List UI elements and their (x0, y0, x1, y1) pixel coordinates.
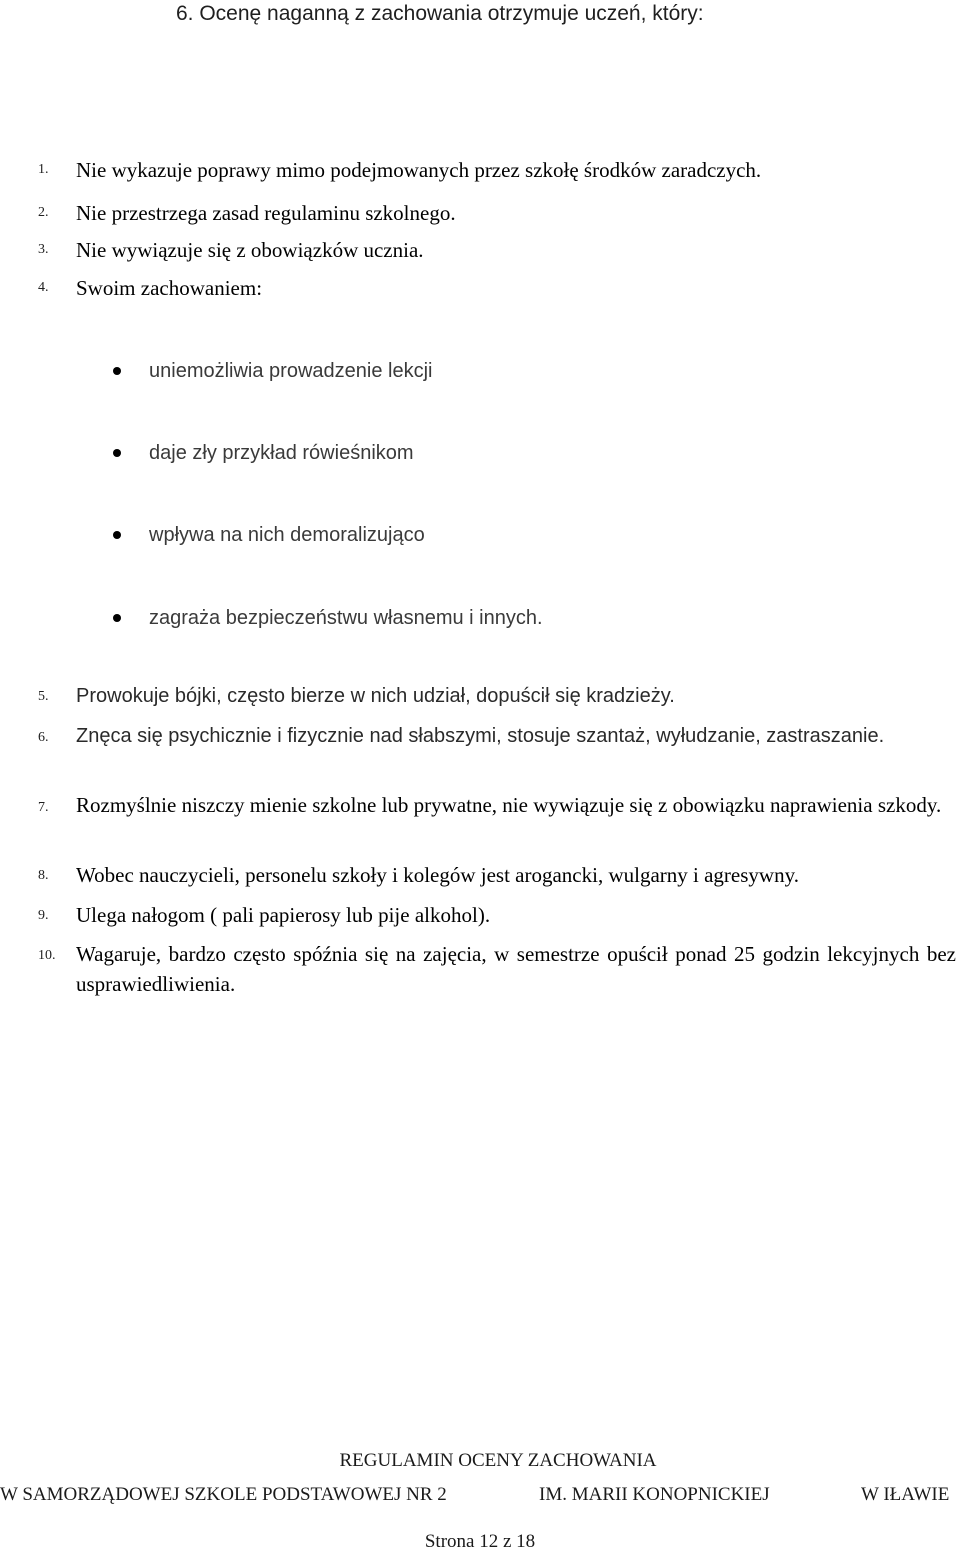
page-of: z (502, 1531, 512, 1552)
list-item-number: 2. (38, 205, 49, 220)
page-current: 12 (479, 1531, 499, 1552)
page-label: Strona (424, 1531, 475, 1552)
list-item-text: Nie przestrzega zasad regulaminu szkolnego. (76, 201, 456, 225)
list-item-text: Prowokuje bójki, często bierze w nich udział, dopuścił się kradzieży. (76, 685, 675, 707)
section-heading: 6. Ocenę naganną z zachowania otrzymuje uczeń, który: (176, 2, 704, 25)
bullet-icon (113, 614, 121, 622)
list-item-number: 5. (38, 689, 49, 704)
list-item-text: Swoim zachowaniem: (76, 276, 263, 300)
sub-list-item: uniemożliwia prowadzenie lekcji (149, 360, 433, 382)
page-number (0, 1529, 960, 1555)
list-item-number: 1. (38, 162, 49, 177)
list-item-text: Nie wykazuje poprawy mimo podejmowanych przez szkołę środków zaradczych. (76, 158, 762, 182)
list-item-text: Ulega nałogom ( pali papierosy lub pije alkohol). (76, 903, 491, 927)
list-item-number: 4. (38, 280, 49, 295)
bullet-icon (113, 531, 121, 539)
list-item-number: 6. (38, 730, 49, 745)
footer-city: W IŁAWIE (861, 1484, 950, 1505)
list-item-text: Znęca się psychicznie i fizycznie nad słabszymi, stosuje szantaż, wyłudzanie, zastraszanie. (76, 725, 885, 747)
footer-patron: IM. MARII KONOPNICKIEJ (539, 1484, 770, 1505)
list-item-text: Rozmyślnie niszczy mienie szkolne lub prywatne, nie wywiązuje się z obowiązku naprawienia szkody. (76, 793, 942, 817)
sub-list-item: wpływa na nich demoralizująco (149, 524, 425, 546)
footer-title: REGULAMIN OCENY ZACHOWANIA (339, 1450, 657, 1471)
list-item-text: Nie wywiązuje się z obowiązków ucznia. (76, 238, 424, 262)
list-item-number: 9. (38, 908, 49, 923)
bullet-icon (113, 449, 121, 457)
sub-list-item: daje zły przykład rówieśnikom (149, 442, 414, 464)
list-item-text: Wagaruje, bardzo często spóźnia się na zajęcia, w semestrze opuścił ponad 25 godzin lekcyjnych bez usprawiedliwienia. (76, 942, 956, 996)
sub-list-item: zagraża bezpieczeństwu własnemu i innych. (149, 607, 543, 629)
bullet-icon (113, 367, 121, 375)
list-item-number: 7. (38, 800, 49, 815)
footer-school: W SAMORZĄDOWEJ SZKOLE PODSTAWOWEJ NR 2 (0, 1484, 447, 1505)
list-item-number: 3. (38, 242, 49, 257)
list-item-number: 10. (38, 948, 56, 963)
page-total: 18 (516, 1531, 536, 1552)
list-item-number: 8. (38, 868, 49, 883)
list-item-text: Wobec nauczycieli, personelu szkoły i kolegów jest arogancki, wulgarny i agresywny. (76, 863, 799, 887)
